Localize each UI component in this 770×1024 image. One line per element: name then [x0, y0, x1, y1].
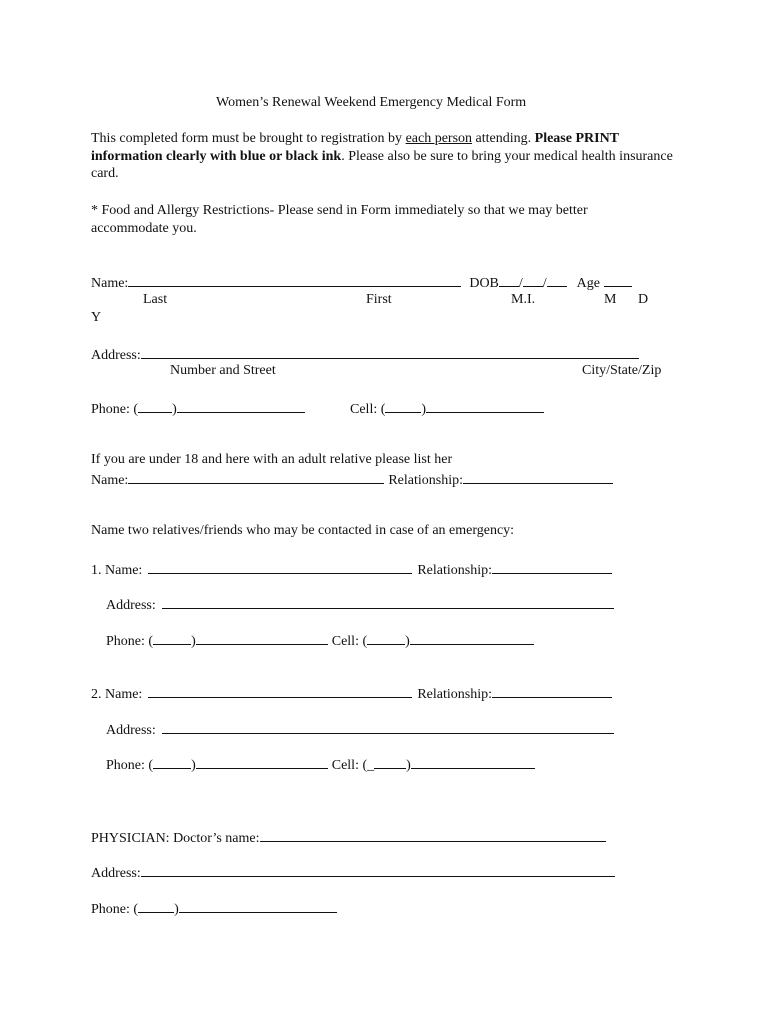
applicant-cell-row — [350, 398, 544, 418]
intro-text-c: . Please also be sure to bring your medical health insurance card. — [91, 148, 673, 181]
intro-text-b: attending. — [472, 131, 535, 146]
name-label: Name: — [91, 276, 129, 291]
contact2-cell-label: Cell: (_ — [331, 758, 375, 773]
phone-number-field[interactable] — [177, 398, 305, 413]
cell-label: Cell: ( — [350, 402, 386, 417]
sub-label-street: Number and Street — [170, 363, 276, 378]
phone-label: Phone: ( — [91, 402, 139, 417]
cell-close-paren: ) — [421, 402, 427, 417]
intro-underline-each-person: each person — [405, 131, 473, 146]
contact2-phone-label: Phone: ( — [106, 758, 154, 773]
minor-relative-name-field[interactable] — [128, 469, 384, 484]
sub-label-first: First — [366, 292, 392, 307]
physician-phone-label: Phone: ( — [91, 902, 139, 917]
physician-phone-row — [91, 898, 337, 918]
contact1-relationship-field[interactable] — [492, 559, 612, 574]
physician-address-field[interactable] — [141, 862, 615, 877]
sub-label-last: Last — [143, 292, 168, 307]
contact1-address-field[interactable] — [162, 594, 614, 609]
dob-label: DOB — [469, 276, 499, 291]
contact2-address-row — [106, 719, 614, 739]
contact1-name-field[interactable] — [148, 559, 412, 574]
contact2-address-label: Address: — [106, 723, 156, 738]
phone-area-code-field[interactable] — [138, 398, 172, 413]
contact2-phone-paren: ) — [191, 758, 196, 773]
cell-area-code-field[interactable] — [385, 398, 421, 413]
contact2-address-field[interactable] — [162, 719, 614, 734]
contact2-name-label: 2. Name: — [91, 687, 143, 702]
contact2-cell-number-field[interactable] — [411, 754, 535, 769]
contact1-phone-paren: ) — [191, 634, 196, 649]
contact2-name-row — [91, 683, 612, 703]
contact2-cell-area-field[interactable] — [374, 754, 406, 769]
applicant-address-row — [91, 344, 639, 364]
address-field[interactable] — [141, 344, 639, 359]
physician-doctor-label: PHYSICIAN: Doctor’s name: — [91, 831, 260, 846]
minor-instructions: If you are under 18 and here with an adult relative please list her — [91, 452, 453, 467]
contact2-cell-paren: ) — [406, 758, 411, 773]
contact1-cell-area-field[interactable] — [367, 630, 405, 645]
minor-name-row — [91, 469, 613, 489]
physician-phone-paren: ) — [174, 902, 179, 917]
sub-label-m: M — [604, 292, 617, 307]
minor-relationship-label: Relationship: — [388, 473, 463, 488]
name-field[interactable] — [128, 272, 461, 287]
contact1-address-row — [106, 594, 614, 614]
dob-slash-1: / — [518, 276, 523, 291]
contact2-relationship-label: Relationship: — [417, 687, 492, 702]
dob-year-field[interactable] — [547, 272, 567, 287]
physician-phone-number-field[interactable] — [179, 898, 337, 913]
contact1-cell-number-field[interactable] — [410, 630, 534, 645]
contact1-relationship-label: Relationship: — [417, 563, 492, 578]
sub-label-city: City/State/Zip — [582, 363, 662, 378]
physician-phone-area-field[interactable] — [138, 898, 174, 913]
contact1-address-label: Address: — [106, 598, 156, 613]
contact1-phone-area-field[interactable] — [153, 630, 191, 645]
dob-slash-2: / — [542, 276, 547, 291]
contact1-cell-label: Cell: ( — [331, 634, 368, 649]
sub-label-y: Y — [91, 310, 102, 325]
sub-label-mi: M.I. — [511, 292, 536, 307]
phone-close-paren: ) — [172, 402, 177, 417]
age-label: Age — [576, 276, 600, 291]
physician-name-row — [91, 827, 606, 847]
dob-day-field[interactable] — [523, 272, 543, 287]
emergency-heading: Name two relatives/friends who may be contacted in case of an emergency: — [91, 523, 515, 538]
age-field[interactable] — [604, 272, 632, 287]
dob-month-field[interactable] — [499, 272, 519, 287]
contact2-relationship-field[interactable] — [492, 683, 612, 698]
sub-label-d: D — [638, 292, 649, 307]
address-label: Address: — [91, 348, 141, 363]
physician-name-field[interactable] — [260, 827, 606, 842]
minor-relationship-field[interactable] — [463, 469, 613, 484]
applicant-name-row — [91, 272, 632, 292]
allergy-note: * Food and Allergy Restrictions- Please send in Form immediately so that we may better accommodate you. — [91, 203, 588, 236]
physician-address-row — [91, 862, 615, 882]
contact1-phone-number-field[interactable] — [196, 630, 328, 645]
form-title: Women’s Renewal Weekend Emergency Medical Form — [216, 95, 527, 110]
intro-text-a: This completed form must be brought to registration by — [91, 131, 406, 146]
contact2-phone-row — [106, 754, 535, 774]
minor-name-label: Name: — [91, 473, 129, 488]
contact1-name-row — [91, 559, 612, 579]
intro-bold-print: Please PRINT information clearly with blue or black ink — [91, 131, 619, 164]
contact1-phone-label: Phone: ( — [106, 634, 154, 649]
contact1-name-label: 1. Name: — [91, 563, 143, 578]
contact1-cell-paren: ) — [405, 634, 410, 649]
contact2-phone-number-field[interactable] — [196, 754, 328, 769]
cell-number-field[interactable] — [426, 398, 544, 413]
contact2-name-field[interactable] — [148, 683, 412, 698]
physician-address-label: Address: — [91, 866, 141, 881]
applicant-phone-row — [91, 398, 305, 418]
contact1-phone-row — [106, 630, 534, 650]
intro-paragraph — [91, 130, 681, 183]
contact2-phone-area-field[interactable] — [153, 754, 191, 769]
